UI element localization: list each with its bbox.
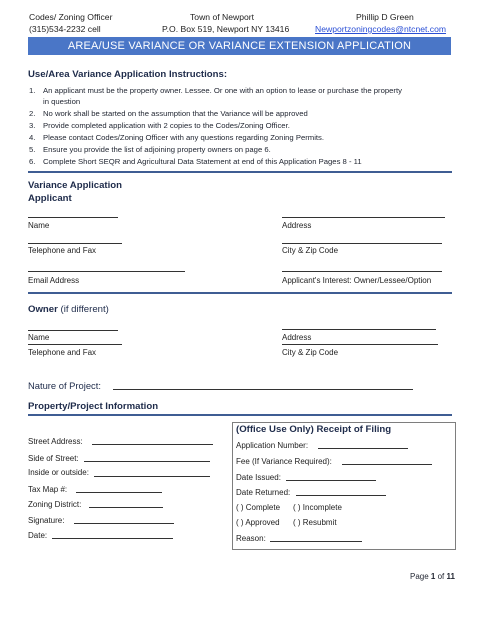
inside-outside-label: Inside or outside: xyxy=(28,468,89,477)
owner-name-field[interactable] xyxy=(28,330,118,331)
applicant-name-field[interactable] xyxy=(28,217,118,218)
owner-name-label: Name xyxy=(28,333,50,342)
officer-title: Codes/ Zoning Officer xyxy=(29,12,113,22)
town-name: Town of Newport xyxy=(190,12,255,22)
property-info-title: Property/Project Information xyxy=(28,401,159,412)
instruction-item: in question xyxy=(43,97,81,106)
owner-phone-field[interactable] xyxy=(28,344,122,345)
applicant-address-label: Address xyxy=(282,221,312,230)
applicant-subtitle: Applicant xyxy=(28,193,72,204)
owner-address-field[interactable] xyxy=(282,329,436,330)
applicant-email-field[interactable] xyxy=(28,271,185,272)
incomplete-option[interactable]: ( ) Incomplete xyxy=(293,503,342,512)
fee-label: Fee (If Variance Required): xyxy=(236,457,332,466)
tax-map-field[interactable] xyxy=(76,492,162,493)
applicant-phone-field[interactable] xyxy=(28,243,122,244)
fee-field[interactable] xyxy=(342,464,432,465)
applicant-phone-label: Telephone and Fax xyxy=(28,246,97,255)
approved-option[interactable]: ( ) Approved xyxy=(236,518,280,527)
application-number-field[interactable] xyxy=(318,448,408,449)
street-address-field[interactable] xyxy=(92,444,213,445)
instruction-item: 3. Provide completed application with 2 copies to the Codes/Zoning Officer. xyxy=(29,121,290,130)
inside-outside-field[interactable] xyxy=(94,476,210,477)
complete-option[interactable]: ( ) Complete xyxy=(236,503,281,512)
side-of-street-label: Side of Street: xyxy=(28,454,79,463)
owner-city-label: City & Zip Code xyxy=(282,348,339,357)
side-of-street-field[interactable] xyxy=(84,461,210,462)
office-use-title: (Office Use Only) Receipt of Filing xyxy=(236,424,392,435)
instruction-item: 5. Ensure you provide the list of adjoining property owners on page 6. xyxy=(29,145,271,154)
applicant-interest-field[interactable] xyxy=(282,271,442,272)
nature-of-project-field[interactable] xyxy=(113,389,413,390)
application-number-label: Application Number: xyxy=(236,441,309,450)
applicant-city-field[interactable] xyxy=(282,243,442,244)
page-number: Page 1 of 11 xyxy=(410,572,455,581)
street-address-label: Street Address: xyxy=(28,437,83,446)
date-returned-label: Date Returned: xyxy=(236,488,291,497)
form-title-banner: AREA/USE VARIANCE OR VARIANCE EXTENSION APPLICATION xyxy=(28,37,451,55)
instruction-item: 2. No work shall be started on the assumption that the Variance will be approved xyxy=(29,109,308,118)
date-issued-field[interactable] xyxy=(286,480,376,481)
instruction-item: 1. An applicant must be the property owner. Lessee. Or one with an option to lease or purchase the property xyxy=(29,86,402,95)
applicant-address-field[interactable] xyxy=(282,217,445,218)
date-issued-label: Date Issued: xyxy=(236,473,281,482)
owner-phone-label: Telephone and Fax xyxy=(28,348,97,357)
date-label: Date: xyxy=(28,531,48,540)
section-divider xyxy=(28,171,452,173)
officer-name: Phillip D Green xyxy=(356,12,414,22)
signature-label: Signature: xyxy=(28,516,65,525)
town-address: P.O. Box 519, Newport NY 13416 xyxy=(162,24,290,34)
resubmit-option[interactable]: ( ) Resubmit xyxy=(293,518,337,527)
date-field[interactable] xyxy=(52,538,173,539)
instructions-title: Use/Area Variance Application Instructions: xyxy=(28,69,228,80)
owner-city-field[interactable] xyxy=(282,344,438,345)
nature-of-project-label: Nature of Project: xyxy=(28,380,101,391)
section-divider xyxy=(28,292,452,294)
officer-email-link[interactable]: Newportzoningcodes@ntcnet.com xyxy=(315,24,447,34)
instruction-item: 6. Complete Short SEQR and Agricultural Data Statement at end of this Application Pages 8 - 11 xyxy=(29,157,362,166)
reason-label: Reason: xyxy=(236,534,266,543)
tax-map-label: Tax Map #: xyxy=(28,485,68,494)
officer-phone: (315)534-2232 cell xyxy=(29,24,101,34)
owner-title: Owner (if different) xyxy=(28,304,109,315)
applicant-interest-label: Applicant's Interest: Owner/Lessee/Option xyxy=(282,276,432,285)
instruction-item: 4. Please contact Codes/Zoning Officer with any questions regarding Zoning Permits. xyxy=(29,133,325,142)
zoning-district-field[interactable] xyxy=(89,507,163,508)
applicant-name-label: Name xyxy=(28,221,50,230)
section-divider xyxy=(28,414,452,416)
applicant-city-label: City & Zip Code xyxy=(282,246,339,255)
reason-field[interactable] xyxy=(270,541,362,542)
zoning-district-label: Zoning District: xyxy=(28,500,82,509)
date-returned-field[interactable] xyxy=(296,495,386,496)
variance-application-title: Variance Application xyxy=(28,180,123,191)
signature-field[interactable] xyxy=(74,523,174,524)
applicant-email-label: Email Address xyxy=(28,276,80,285)
owner-address-label: Address xyxy=(282,333,312,342)
